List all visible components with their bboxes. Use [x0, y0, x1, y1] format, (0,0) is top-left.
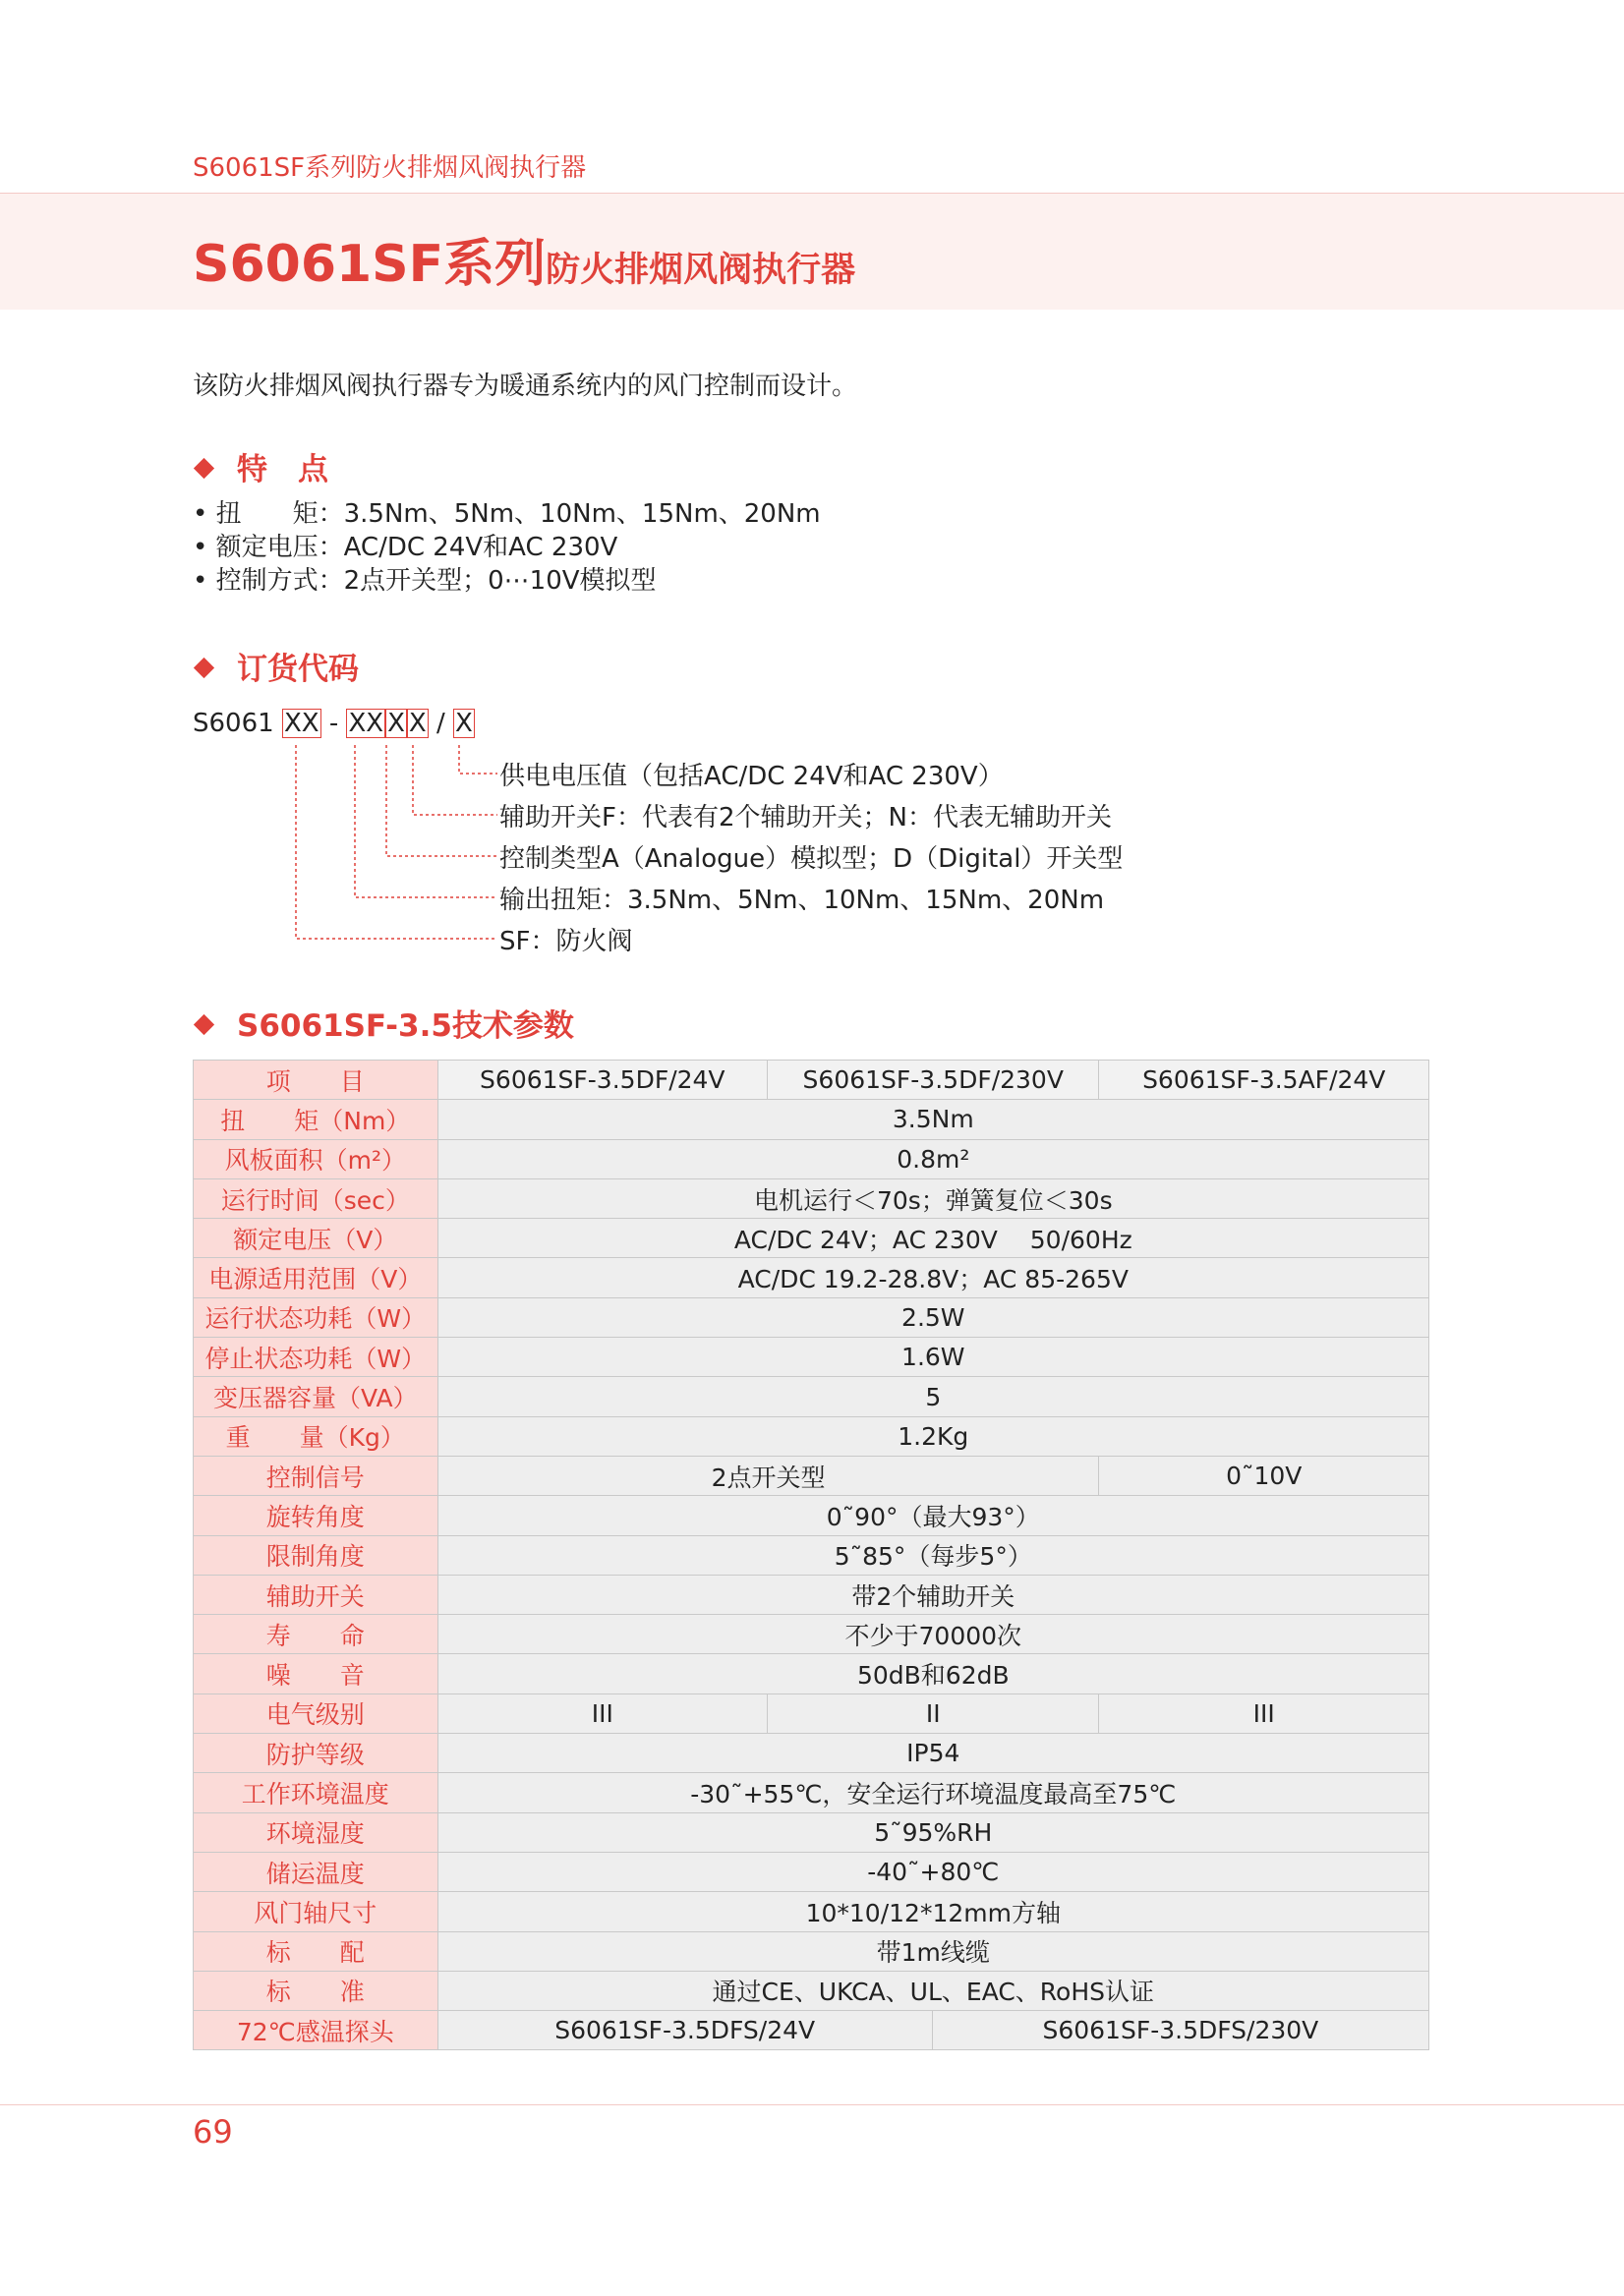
row-label: 标 准 [194, 1971, 438, 2010]
legend-control-type: 控制类型A（Analogue）模拟型；D（Digital）开关型 [499, 844, 1124, 874]
row-label: 旋转角度 [194, 1496, 438, 1535]
table-row [194, 1931, 1429, 1971]
spec-table [193, 1060, 1429, 2050]
table-row [194, 1338, 1429, 1377]
row-label: 电源适用范围（V） [194, 1258, 438, 1297]
table-row [194, 1892, 1429, 1931]
row-value: II [768, 1693, 1099, 1733]
code-box-torque: XX [348, 709, 384, 738]
row-value: 5˜95%RH [437, 1812, 1428, 1852]
diamond-bullet-icon [194, 458, 214, 479]
row-label: 环境湿度 [194, 1812, 438, 1852]
table-row [194, 1654, 1429, 1693]
row-value: 1.2Kg [437, 1416, 1428, 1456]
code-box-aux: X [408, 709, 427, 738]
code-prefix: S6061 [193, 709, 274, 738]
table-row [194, 1178, 1429, 1218]
intro-text: 该防火排烟风阀执行器专为暖通系统内的风门控制而设计。 [193, 372, 858, 401]
table-row [194, 1416, 1429, 1456]
code-slash: / [436, 709, 445, 738]
table-row [194, 1456, 1429, 1495]
row-label: 风板面积（m²） [194, 1139, 438, 1178]
row-label: 辅助开关 [194, 1575, 438, 1614]
header-cell-item: 项 目 [194, 1061, 438, 1100]
page-title [193, 222, 855, 296]
page-number: 69 [193, 2113, 233, 2151]
header-cell-model: S6061SF-3.5DF/24V [437, 1061, 767, 1100]
code-box-control: X [387, 709, 405, 738]
features-list [193, 497, 821, 598]
code-box-voltage: X [455, 709, 473, 738]
row-label: 标 配 [194, 1931, 438, 1971]
table-row [194, 1297, 1429, 1337]
row-value: 10*10/12*12mm方轴 [437, 1892, 1428, 1931]
row-label: 72℃感温探头 [194, 2011, 438, 2050]
row-value: 带1m线缆 [437, 1931, 1428, 1971]
table-row [194, 1100, 1429, 1139]
legend-sf: SF：防火阀 [499, 927, 633, 956]
title-sub: 防火排烟风阀执行器 [546, 251, 856, 290]
features-heading: 特 点 [197, 444, 328, 488]
row-value: 5˜85°（每步5°） [437, 1535, 1428, 1575]
footer-divider [0, 2104, 1624, 2105]
row-value: III [1099, 1693, 1429, 1733]
table-row [194, 1693, 1429, 1733]
row-label: 储运温度 [194, 1852, 438, 1891]
row-value: S6061SF-3.5DFS/230V [932, 2011, 1428, 2050]
table-row [194, 1139, 1429, 1178]
order-code-format [193, 706, 475, 741]
legend-aux-switch: 辅助开关F：代表有2个辅助开关；N：代表无辅助开关 [499, 803, 1112, 832]
row-label: 防护等级 [194, 1734, 438, 1773]
table-row [194, 1734, 1429, 1773]
table-row [194, 1258, 1429, 1297]
row-label: 风门轴尺寸 [194, 1892, 438, 1931]
row-value: 0˜10V [1099, 1456, 1429, 1495]
table-row [194, 1575, 1429, 1614]
row-label: 限制角度 [194, 1535, 438, 1575]
diamond-bullet-icon [194, 658, 214, 678]
row-value: 2.5W [437, 1297, 1428, 1337]
row-value: S6061SF-3.5DFS/24V [437, 2011, 932, 2050]
row-value: III [437, 1693, 767, 1733]
legend-torque: 输出扭矩：3.5Nm、5Nm、10Nm、15Nm、20Nm [499, 886, 1105, 915]
header-cell-model: S6061SF-3.5AF/24V [1099, 1061, 1429, 1100]
row-value: 5 [437, 1377, 1428, 1416]
table-row [194, 1615, 1429, 1654]
diamond-bullet-icon [194, 1014, 214, 1035]
row-value: 不少于70000次 [437, 1615, 1428, 1654]
feature-item: • 额定电压：AC/DC 24V和AC 230V [193, 533, 618, 562]
row-label: 工作环境温度 [194, 1773, 438, 1812]
row-value: 电机运行＜70s；弹簧复位＜30s [437, 1178, 1428, 1218]
row-label: 额定电压（V） [194, 1219, 438, 1258]
row-label: 寿 命 [194, 1615, 438, 1654]
row-label: 电气级别 [194, 1693, 438, 1733]
row-label: 扭 矩（Nm） [194, 1100, 438, 1139]
row-value: -30˜+55℃，安全运行环境温度最高至75℃ [437, 1773, 1428, 1812]
row-label: 运行时间（sec） [194, 1178, 438, 1218]
title-main: S6061SF系列 [193, 235, 547, 294]
row-value: 3.5Nm [437, 1100, 1428, 1139]
row-value: 2点开关型 [437, 1456, 1099, 1495]
table-row [194, 1377, 1429, 1416]
row-value: 0˜90°（最大93°） [437, 1496, 1428, 1535]
table-header-row [194, 1061, 1429, 1100]
row-value: -40˜+80℃ [437, 1852, 1428, 1891]
row-value: 50dB和62dB [437, 1654, 1428, 1693]
row-value: 带2个辅助开关 [437, 1575, 1428, 1614]
row-value: 0.8m² [437, 1139, 1428, 1178]
spec-heading: S6061SF-3.5技术参数 [197, 1001, 574, 1045]
feature-item: • 扭 矩：3.5Nm、5Nm、10Nm、15Nm、20Nm [193, 499, 821, 529]
connector-line-torque [355, 745, 497, 897]
row-value: 1.6W [437, 1338, 1428, 1377]
row-label: 控制信号 [194, 1456, 438, 1495]
table-row [194, 1971, 1429, 2010]
row-value: 通过CE、UKCA、UL、EAC、RoHS认证 [437, 1971, 1428, 2010]
connector-line-control [386, 745, 497, 856]
header-cell-model: S6061SF-3.5DF/230V [768, 1061, 1099, 1100]
row-value: AC/DC 19.2-28.8V；AC 85-265V [437, 1258, 1428, 1297]
row-label: 噪 音 [194, 1654, 438, 1693]
row-value: IP54 [437, 1734, 1428, 1773]
row-label: 变压器容量（VA） [194, 1377, 438, 1416]
legend-voltage: 供电电压值（包括AC/DC 24V和AC 230V） [499, 762, 1004, 791]
order-code-heading: 订货代码 [197, 644, 359, 688]
table-row [194, 2011, 1429, 2050]
code-dash: - [328, 709, 339, 738]
row-value: AC/DC 24V；AC 230V 50/60Hz [437, 1219, 1428, 1258]
row-label: 运行状态功耗（W） [194, 1297, 438, 1337]
table-row [194, 1812, 1429, 1852]
feature-item: • 控制方式：2点开关型；0⋯10V模拟型 [193, 566, 657, 596]
table-row [194, 1496, 1429, 1535]
table-row [194, 1219, 1429, 1258]
table-row [194, 1535, 1429, 1575]
table-row [194, 1773, 1429, 1812]
connector-line-aux [413, 745, 497, 815]
header-series-tag: S6061SF系列防火排烟风阀执行器 [193, 153, 587, 183]
code-box-type: XX [283, 709, 319, 738]
row-label: 停止状态功耗（W） [194, 1338, 438, 1377]
connector-line-voltage [459, 745, 497, 774]
table-row [194, 1852, 1429, 1891]
row-label: 重 量（Kg） [194, 1416, 438, 1456]
connector-line-type [296, 745, 497, 939]
